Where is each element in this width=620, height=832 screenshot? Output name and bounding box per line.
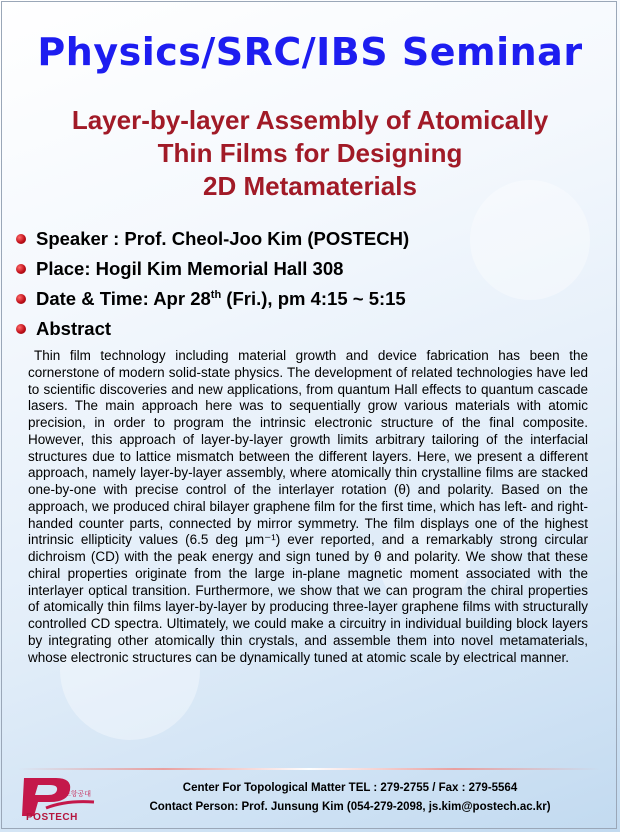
date-ordinal: th <box>210 288 222 301</box>
red-bullet-icon <box>16 324 26 334</box>
abstract-body: Thin film technology including material growth and device fabrication has been the cornerstone of modern solid-state physics. The development of related technologies have led to scientific discoveries and new applications, from quantum Hall effects to quantum cascade lasers. The main approach here was to sequentially grow various materials with atomic precision, in order to program the intrinsic electronic structure of the final composite. However, this approach of layer-by-layer growth limits arbitrary tailoring of the interfacial structures due to lattice mismatch between the different layers. Here, we present a different approach, namely layer-by-layer assembly, where atomically thin crystalline films are stacked one-by-one with precise control of the interlayer rotation (θ) and polarity. Based on the approach, we produced chiral bilayer graphene film for the first time, which has left- and right- handed counter parts, connected by mirror symmetry. The film displays one of the highest intrinsic ellipticity values (6.5 deg μm⁻¹) ever reported, and a remarkably strong circular dichroism (CD) with the peak energy and sign tuned by θ and polarity. We show that these chiral properties originate from the large in-plane magnetic moment associated with the interlayer optical transition. Furthermore, we show that we can program the chiral properties of atomically thin films layer-by-layer by producing three-layer graphene films with structurally controlled CD spectra. Ultimately, we could make a circuitry in individual building block layers by integrating other atomically thin crystals, and assemble them into novel metamaterials, whose electronic structures can be dynamically tuned at atomic scale by electrical manner. <box>28 348 588 665</box>
footer-contact-person: Contact Person: Prof. Junsung Kim (054-279-2098, js.kim@postech.ac.kr) <box>149 801 551 813</box>
footer-contact-center: Center For Topological Matter TEL : 279-2755 / Fax : 279-5564 <box>182 782 518 794</box>
seminar-title: Physics/SRC/IBS Seminar <box>37 30 583 74</box>
place-text: Place: Hogil Kim Memorial Hall 308 <box>36 258 344 279</box>
date-prefix: Date & Time: Apr 28 <box>36 288 211 309</box>
red-bullet-icon <box>16 294 26 304</box>
speaker-item <box>16 224 606 254</box>
talk-title <box>0 104 620 203</box>
red-bullet-icon <box>16 264 26 274</box>
abstract-heading-item <box>16 314 606 344</box>
footer-divider <box>18 768 600 770</box>
svg-text:포항공대: 포항공대 <box>64 790 92 798</box>
abstract-heading: Abstract <box>36 318 112 339</box>
talk-title-line3: 2D Metamaterials <box>203 171 417 201</box>
talk-title-line1: Layer-by-layer Assembly of Atomically <box>71 105 549 135</box>
date-suffix: (Fri.), pm 4:15 ~ 5:15 <box>221 288 406 309</box>
date-time-item <box>16 284 606 314</box>
logo-wordmark: POSTECH <box>26 812 78 823</box>
info-list <box>16 224 606 344</box>
date-time-text <box>36 288 406 310</box>
speaker-text: Speaker : Prof. Cheol-Joo Kim (POSTECH) <box>36 228 410 249</box>
place-item <box>16 254 606 284</box>
talk-title-line2: Thin Films for Designing <box>157 138 463 168</box>
red-bullet-icon <box>16 234 26 244</box>
